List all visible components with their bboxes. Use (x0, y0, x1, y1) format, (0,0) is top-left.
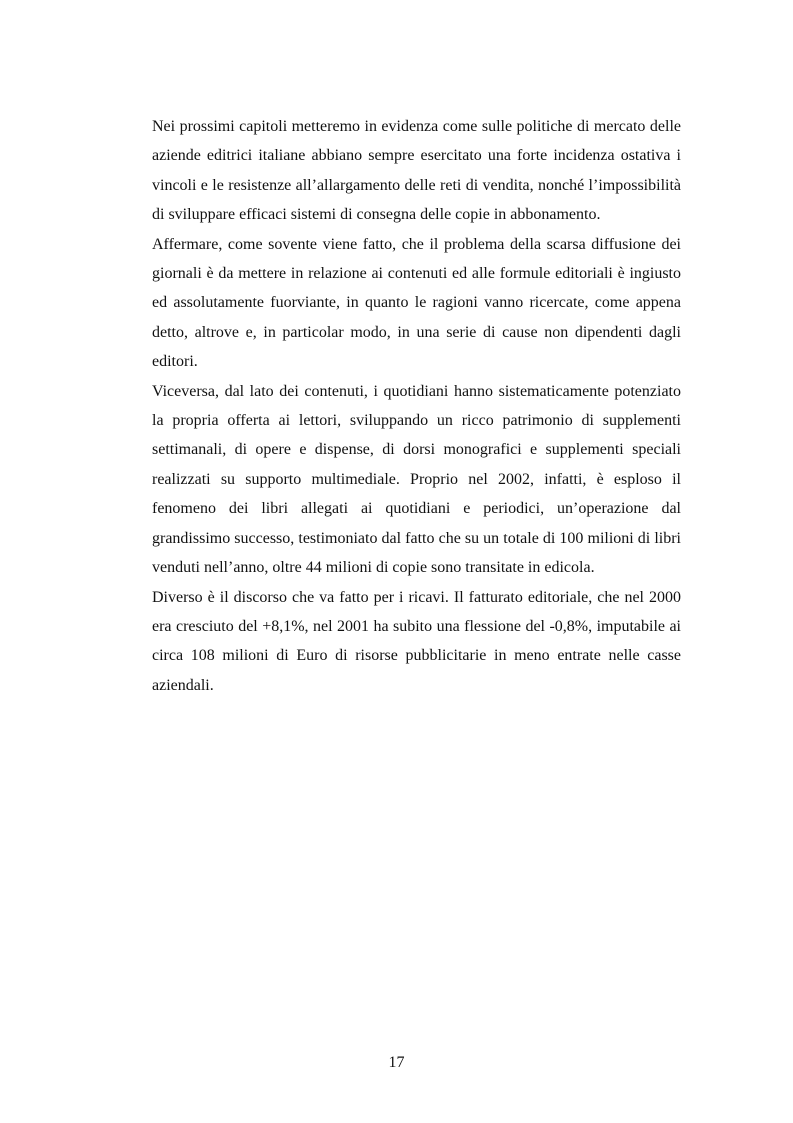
page-number: 17 (388, 1054, 405, 1071)
paragraph-1: Nei prossimi capitoli metteremo in evidenza come sulle politiche di mercato delle aziende editrici italiane abbiano sempre esercitato una forte incidenza ostativa i vincoli e le resistenze all’allargamento delle reti di vendita, nonché l’impossibilità di sviluppare efficaci sistemi di consegna delle copie in abbonamento. (152, 118, 681, 224)
body-text (152, 112, 681, 700)
paragraph-4: Diverso è il discorso che va fatto per i ricavi. Il fatturato editoriale, che nel 2000 era cresciuto del +8,1%, nel 2001 ha subito una flessione del -0,8%, imputabile ai circa 108 milioni di Euro di risorse pubblicitarie in meno entrate nelle casse aziendali. (152, 588, 681, 694)
paragraph-3: Viceversa, dal lato dei contenuti, i quotidiani hanno sistematicamente potenziato la propria offerta ai lettori, sviluppando un ricco patrimonio di supplementi settimanali, di opere e dispense, di dorsi monografici e supplementi speciali realizzati su supporto multimediale. Proprio nel 2002, infatti, è esploso il fenomeno dei libri allegati ai quotidiani e periodici, un’operazione dal grandissimo successo, testimoniato dal fatto che su un totale di 100 milioni di libri venduti nell’anno, oltre 44 milioni di copie sono transitate in edicola. (152, 382, 681, 577)
paragraph-2: Affermare, come sovente viene fatto, che il problema della scarsa diffusione dei giornali è da mettere in relazione ai contenuti ed alle formule editoriali è ingiusto ed assolutamente fuorviante, in quanto le ragioni vanno ricercate, come appena detto, altrove e, in particolar modo, in una serie di cause non dipendenti dagli editori. (152, 235, 681, 371)
